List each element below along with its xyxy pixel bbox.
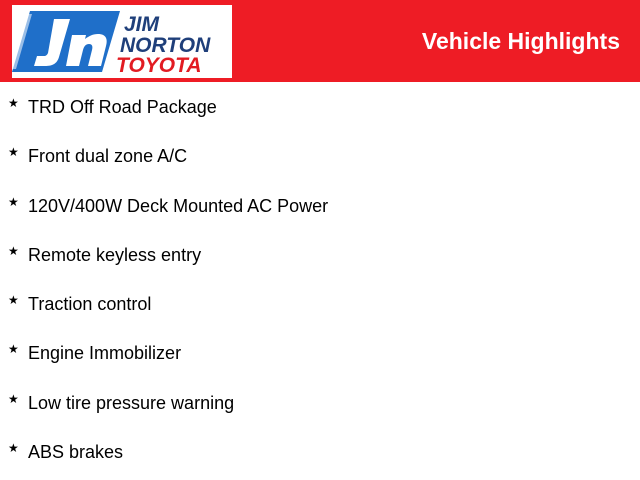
feature-label: Traction control bbox=[28, 294, 152, 315]
list-item bbox=[0, 230, 640, 279]
feature-label: ABS brakes bbox=[28, 442, 124, 463]
feature-list bbox=[0, 82, 640, 476]
dealer-logo-graphic bbox=[12, 5, 232, 78]
feature-label: Engine Immobilizer bbox=[28, 343, 182, 364]
list-item bbox=[0, 131, 640, 180]
feature-label: TRD Off Road Package bbox=[28, 97, 217, 117]
header-banner bbox=[0, 0, 640, 82]
star-icon: ★ bbox=[8, 391, 19, 406]
page-title: Vehicle Highlights bbox=[421, 28, 620, 54]
feature-label: 120V/400W Deck Mounted AC Power bbox=[28, 195, 329, 216]
logo-word-toyota: TOYOTA bbox=[116, 54, 202, 77]
dealer-logo bbox=[12, 5, 232, 78]
star-icon: ★ bbox=[8, 342, 19, 357]
logo-word-jim: JIM bbox=[124, 13, 160, 36]
star-icon: ★ bbox=[8, 441, 19, 456]
list-item bbox=[0, 427, 640, 476]
star-icon: ★ bbox=[8, 194, 19, 209]
list-item bbox=[0, 82, 640, 131]
logo-word-norton: NORTON bbox=[120, 34, 211, 57]
list-item bbox=[0, 378, 640, 427]
star-icon: ★ bbox=[8, 96, 19, 110]
feature-label: Low tire pressure warning bbox=[28, 392, 235, 413]
feature-label: Front dual zone A/C bbox=[28, 146, 188, 167]
feature-label: Remote keyless entry bbox=[28, 244, 202, 265]
list-item bbox=[0, 181, 640, 230]
star-icon: ★ bbox=[8, 243, 19, 258]
monogram-badge bbox=[12, 11, 120, 72]
list-item bbox=[0, 328, 640, 377]
list-item bbox=[0, 279, 640, 328]
star-icon: ★ bbox=[8, 293, 19, 308]
star-icon: ★ bbox=[8, 145, 19, 160]
